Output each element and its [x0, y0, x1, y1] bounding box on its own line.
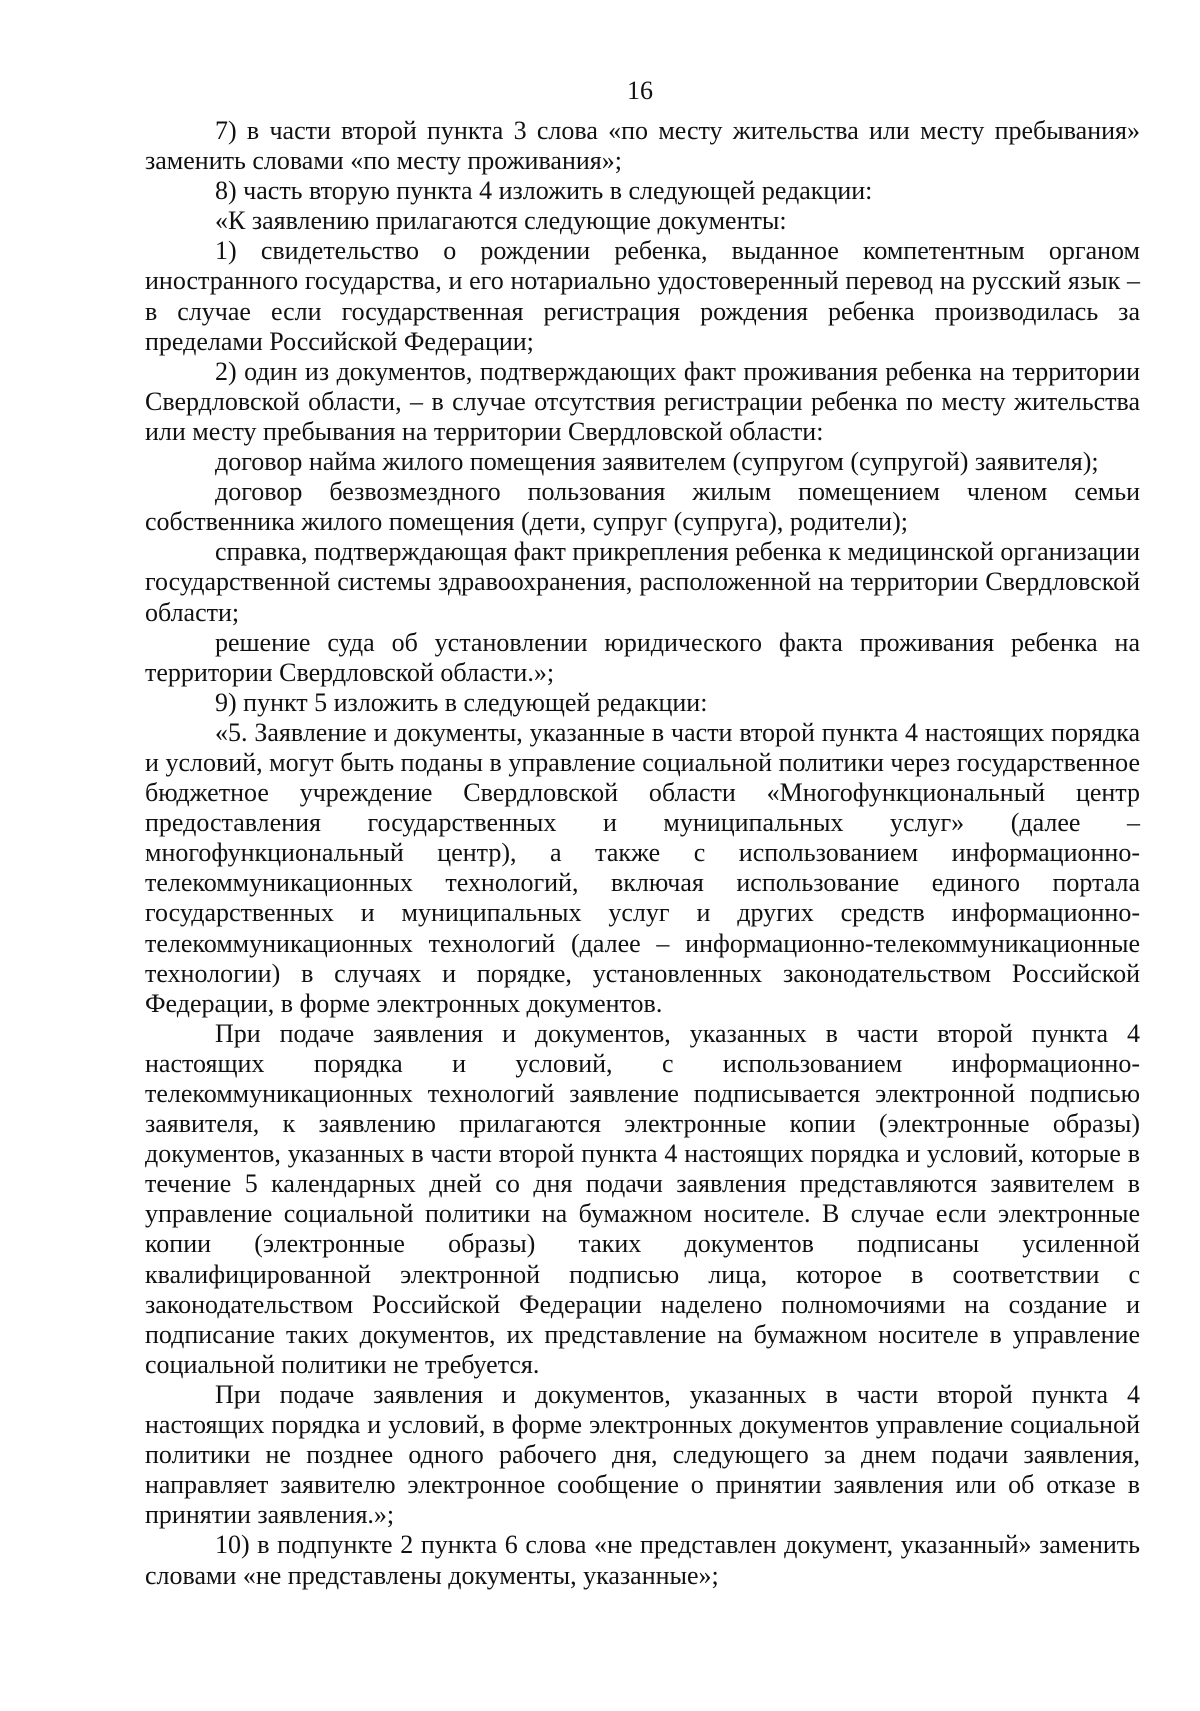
paragraph-clause-5: «5. Заявление и документы, указанные в части второй пункта 4 настоящих порядка и условий, могут быть поданы в управление социальной политики через государственное бюджетное учреждение Свердловской области «Многофункциональный центр предоставления государственных и муниципальных услуг» (далее – многофункциональный центр), а также с использованием информационно-телекоммуникационных технологий, включая использование единого портала государственных и муниципальных услуг и других средств информационно-телекоммуникационных технологий (далее – информационно-телекоммуникационные технологии) в случаях и порядке, установленных законодательством Российской Федерации, в форме электронных документов. — [145, 717, 1140, 1018]
paragraph-birth-certificate: 1) свидетельство о рождении ребенка, выданное компетентным органом иностранного государства, и его нотариально удостоверенный перевод на русский язык – в случае если государственная регистрация рождения ребенка производилась за пределами Российской Федерации; — [145, 236, 1140, 356]
paragraph-free-use-agreement: договор безвозмездного пользования жилым помещением членом семьи собственника жилого помещения (дети, супруг (супруга), родители); — [145, 477, 1140, 537]
page-number: 16 — [627, 76, 653, 105]
paragraph-item-9: 9) пункт 5 изложить в следующей редакции: — [215, 687, 708, 717]
paragraph-court-decision: решение суда об установлении юридического факта проживания ребенка на территории Свердловской области.»; — [145, 627, 1140, 687]
paragraph-item-10: 10) в подпункте 2 пункта 6 слова «не представлен документ, указанный» заменить словами «не представлены документы, указанные»; — [145, 1530, 1140, 1590]
paragraph-documents-intro: «К заявлению прилагаются следующие документы: — [215, 206, 787, 236]
paragraph-medical-certificate: справка, подтверждающая факт прикрепления ребенка к медицинской организации государственной системы здравоохранения, расположенной на территории Свердловской области; — [145, 537, 1140, 627]
paragraph-electronic-notification: При подаче заявления и документов, указанных в части второй пункта 4 настоящих порядка и условий, в форме электронных документов управление социальной политики не позднее одного рабочего дня, следующего за днем подачи заявления, направляет заявителю электронное сообщение о принятии заявления или об отказе в принятии заявления.»; — [145, 1379, 1140, 1530]
paragraph-item-8: 8) часть вторую пункта 4 изложить в следующей редакции: — [215, 176, 873, 206]
document-body — [145, 116, 1140, 1591]
paragraph-residence-documents: 2) один из документов, подтверждающих факт проживания ребенка на территории Свердловской области, – в случае отсутствия регистрации ребенка по месту жительства или месту пребывания на территории Свердловской области: — [145, 356, 1140, 446]
paragraph-item-7: 7) в части второй пункта 3 слова «по месту жительства или месту пребывания» заменить словами «по месту проживания»; — [145, 116, 1140, 176]
paragraph-electronic-submission: При подаче заявления и документов, указанных в части второй пункта 4 настоящих порядка и условий, с использованием информационно-телекоммуникационных технологий заявление подписывается электронной подписью заявителя, к заявлению прилагаются электронные копии (электронные образы) документов, указанных в части второй пункта 4 настоящих порядка и условий, которые в течение 5 календарных дней со дня подачи заявления представляются заявителем в управление социальной политики на бумажном носителе. В случае если электронные копии (электронные образы) таких документов подписаны усиленной квалифицированной электронной подписью лица, которое в соответствии с законодательством Российской Федерации наделено полномочиями на создание и подписание таких документов, их представление на бумажном носителе в управление социальной политики не требуется. — [145, 1018, 1140, 1379]
paragraph-lease-agreement: договор найма жилого помещения заявителем (супругом (супругой) заявителя); — [215, 447, 1099, 477]
